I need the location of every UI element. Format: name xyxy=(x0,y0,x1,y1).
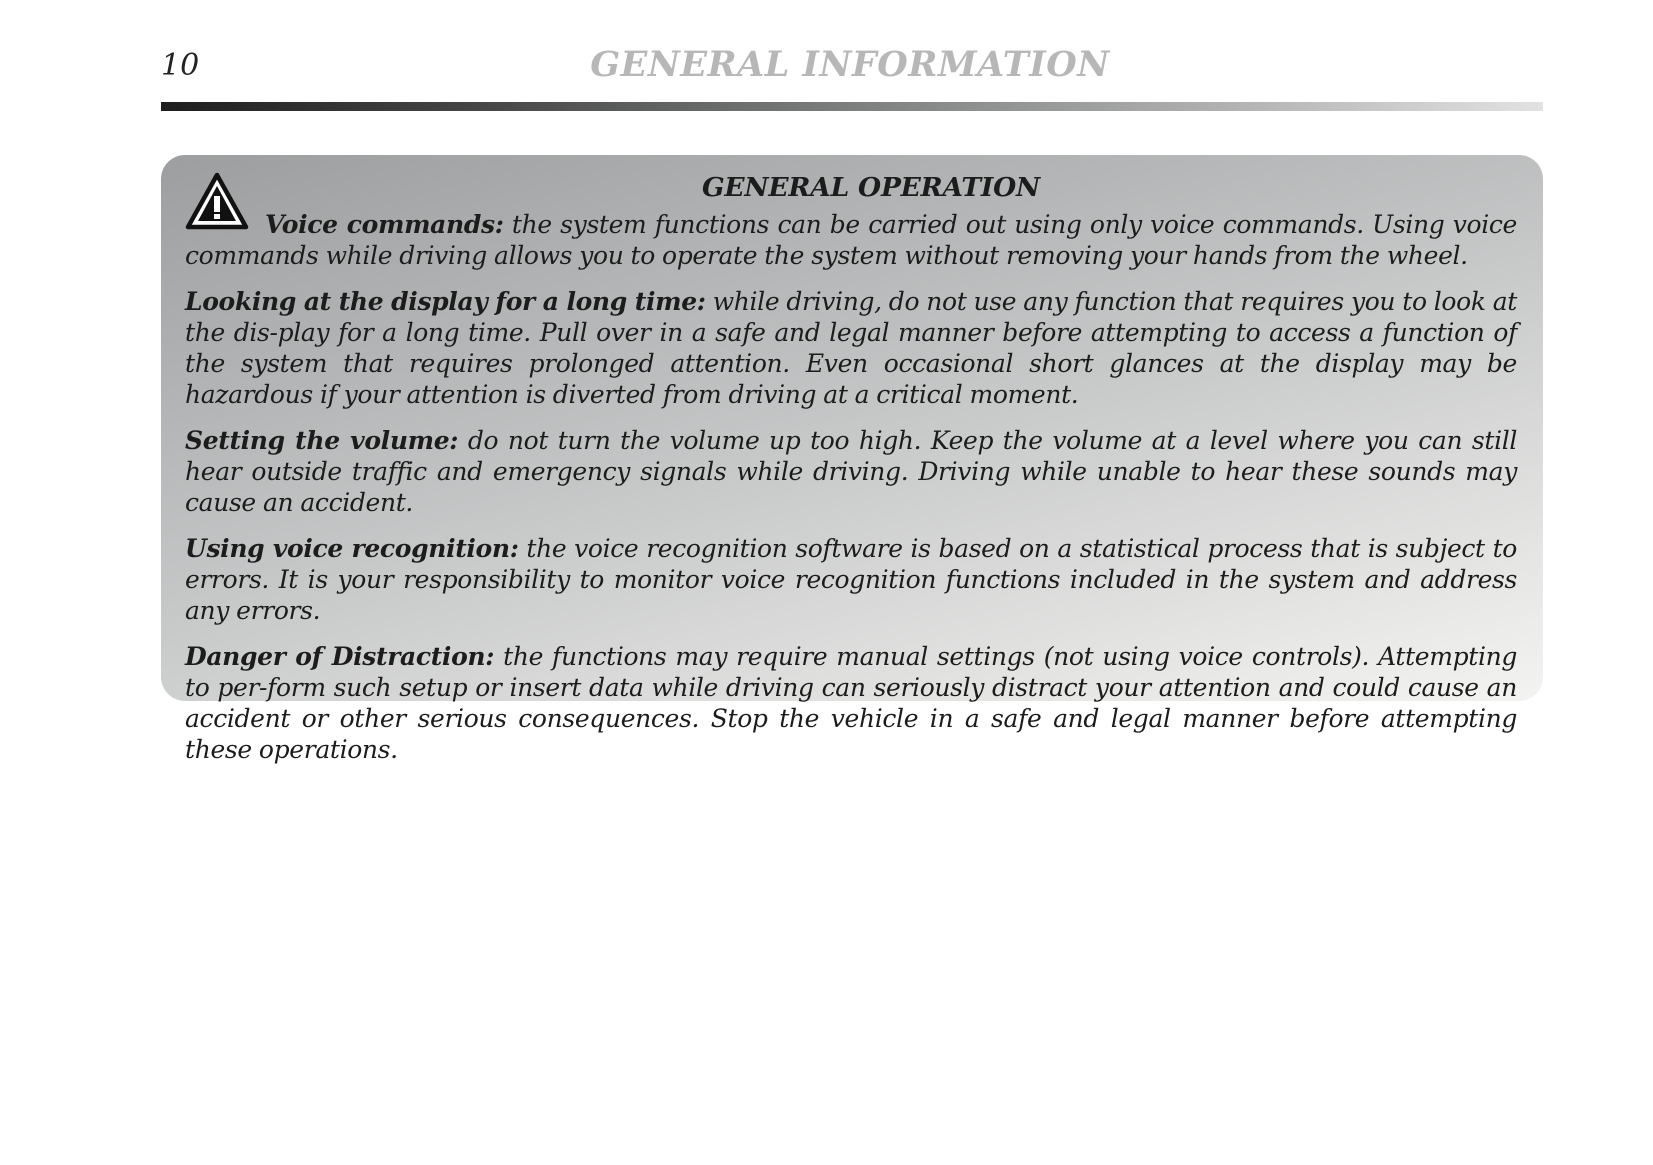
paragraph-text: the system functions can be carried out using only voice commands. Using voice commands while driving allows you to operate the system without removing your hands from the wheel. xyxy=(185,210,1517,270)
paragraph-text: the voice recognition software is based on a statistical process that is subject to errors. It is your responsibility to monitor voice recognition functions included in the system and address any errors. xyxy=(185,534,1517,625)
warning-box xyxy=(161,155,1543,764)
paragraph-display-time xyxy=(185,286,1517,410)
paragraph-lead: Using voice recognition: xyxy=(185,534,519,563)
paragraph-lead: Voice commands: xyxy=(265,210,504,239)
paragraph-text: while driving, do not use any function that requires you to look at the dis-play for a long time. Pull over in a safe and legal manner before attempting to access a function of the system that requires prolonged attention. Even occasional short glances at the display may be hazardous if your attention is diverted from driving at a critical moment. xyxy=(185,287,1517,409)
paragraph-voice-commands xyxy=(185,209,1517,271)
paragraph-lead: Danger of Distraction: xyxy=(185,642,495,671)
paragraph-lead: Setting the volume: xyxy=(185,426,459,455)
paragraph-distraction xyxy=(185,641,1517,765)
paragraph-lead: Looking at the display for a long time: xyxy=(185,287,706,316)
warning-triangle-icon xyxy=(185,172,249,232)
header-rule xyxy=(161,102,1543,111)
paragraph-volume xyxy=(185,425,1517,518)
section-title: GENERAL INFORMATION xyxy=(590,44,1110,85)
paragraph-text: the functions may require manual settings (not using voice controls). Attempting to per-form such setup or insert data while driving can seriously distract your attention and could cause an accident or other serious consequences. Stop the vehicle in a safe and legal manner before attempting these operations. xyxy=(185,642,1518,764)
box-title: GENERAL OPERATION xyxy=(701,172,1041,203)
paragraph-voice-recognition xyxy=(185,533,1517,626)
paragraph-text: do not turn the volume up too high. Keep the volume at a level where you can still hear outside traffic and emergency signals while driving. Driving while unable to hear these sounds may cause an accident. xyxy=(185,426,1518,517)
page-number: 10 xyxy=(161,48,200,83)
